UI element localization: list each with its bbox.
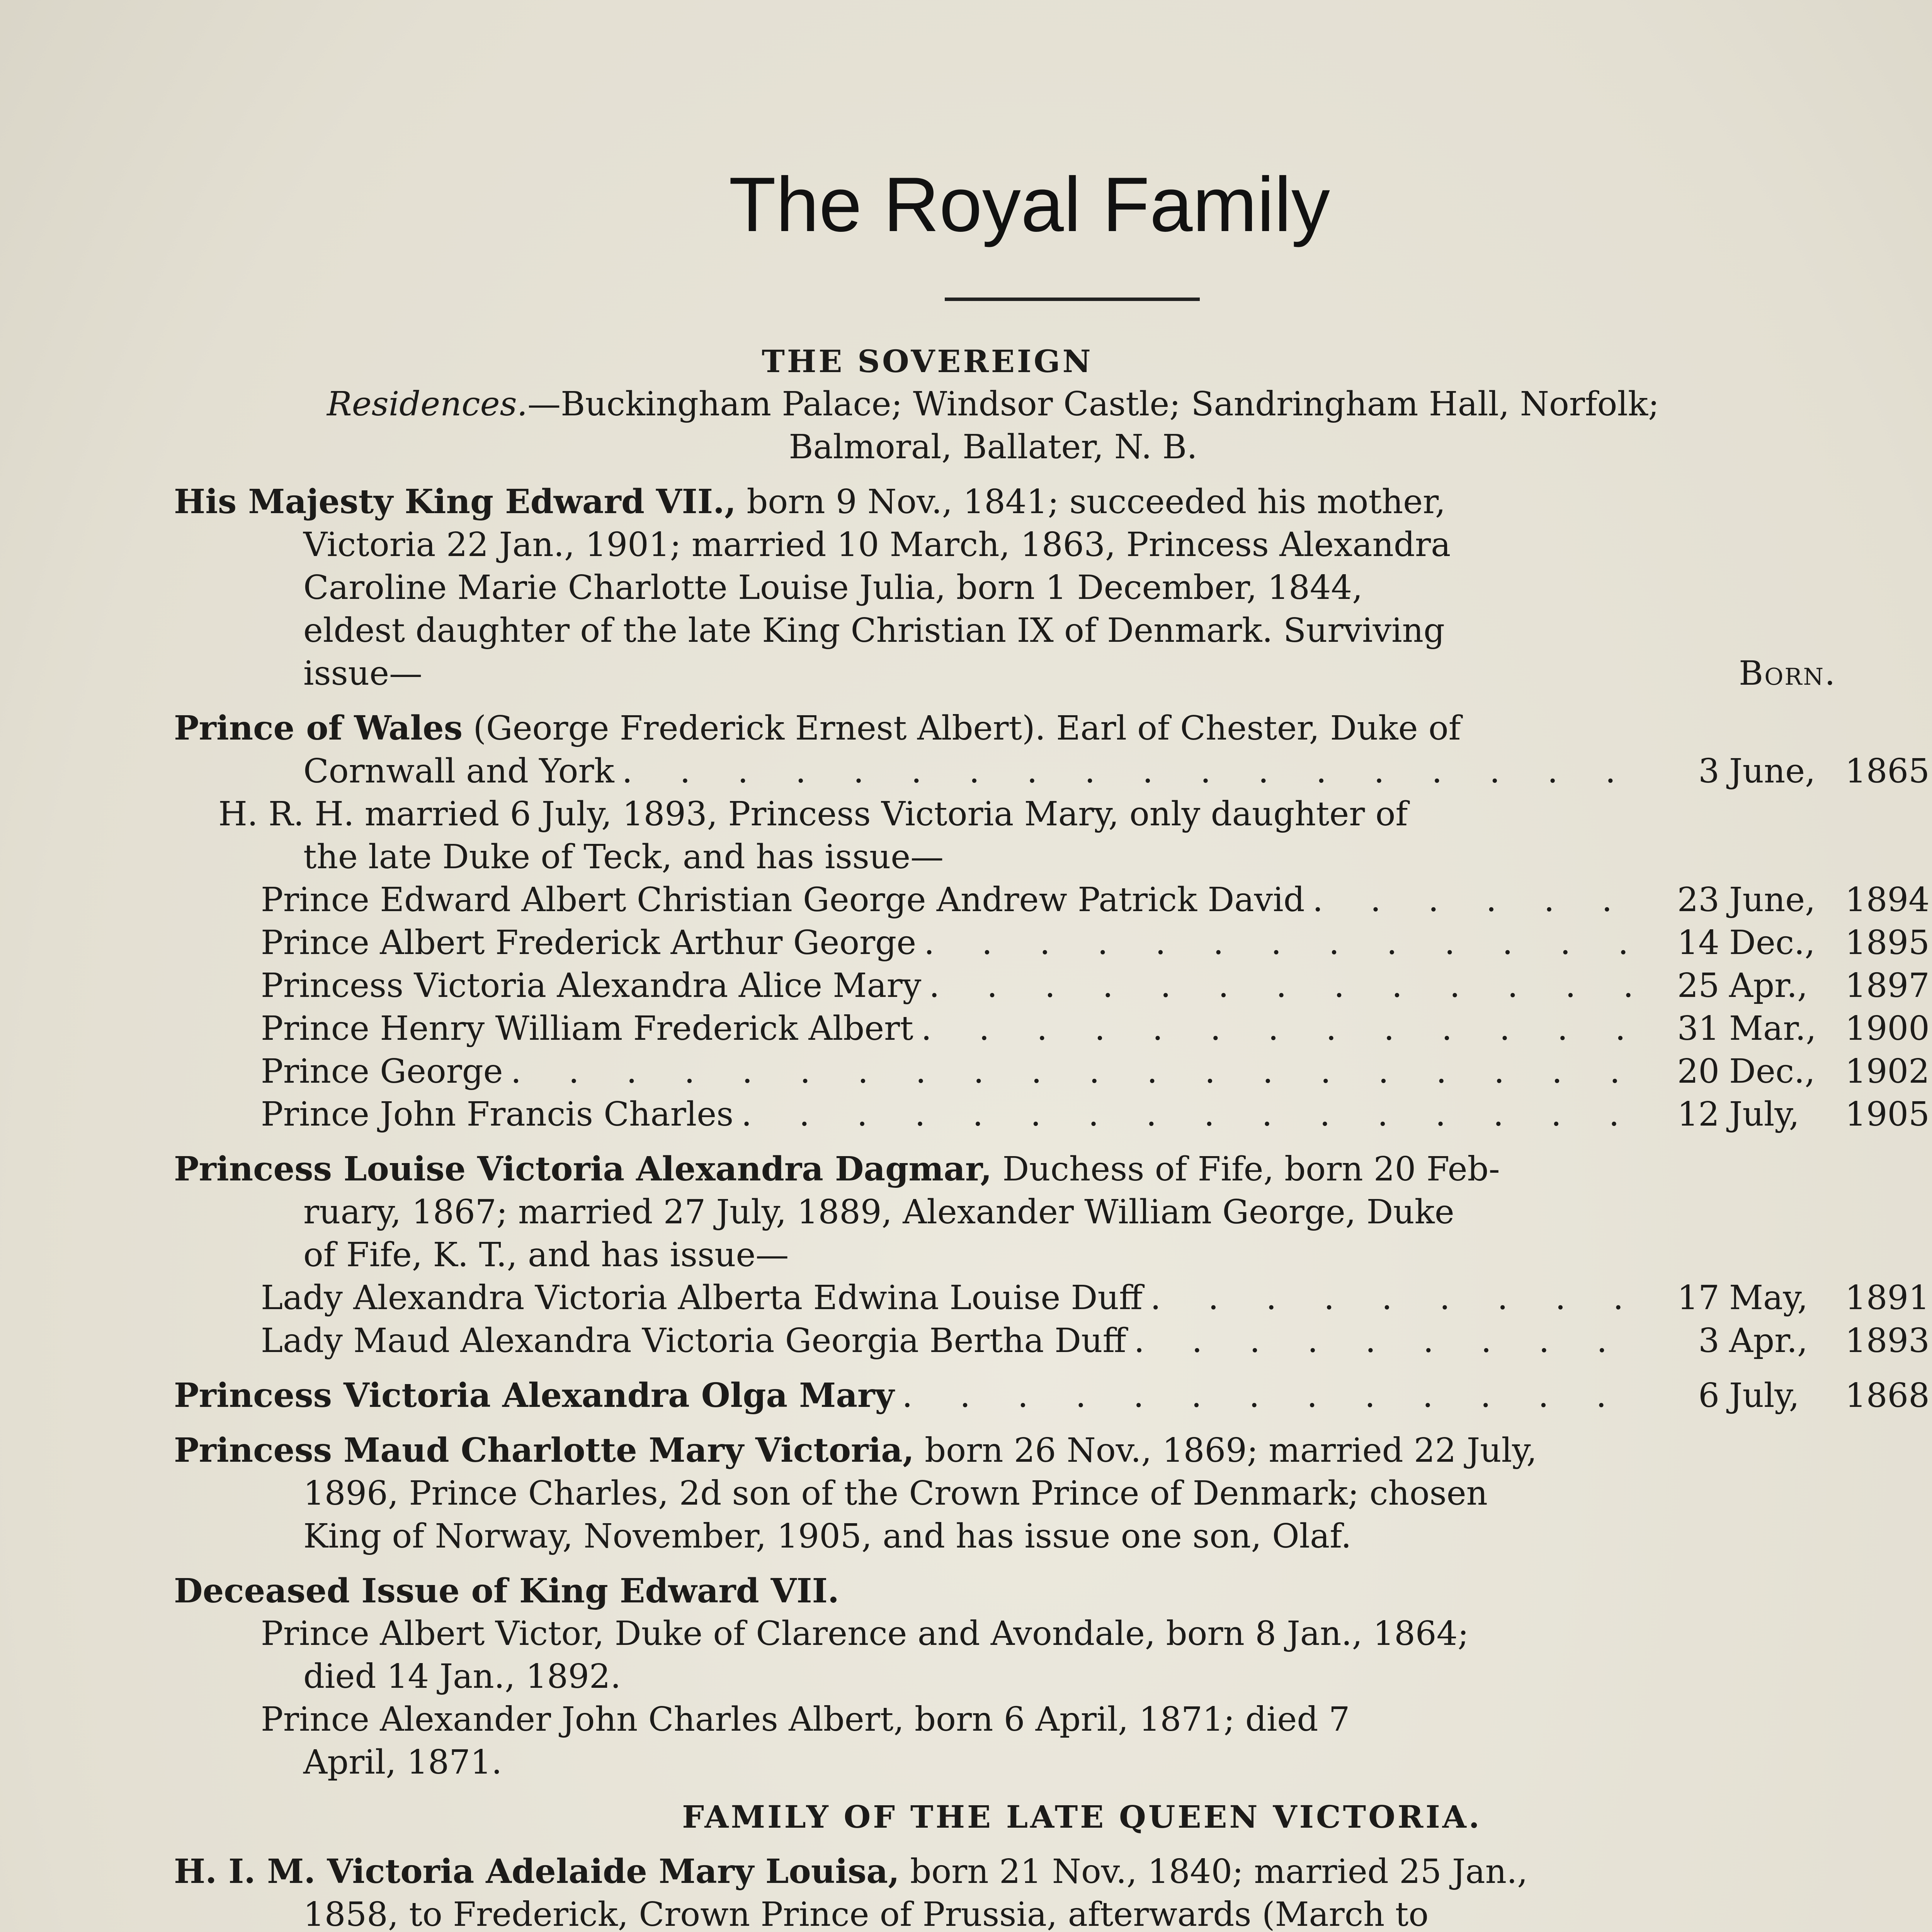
list-item	[174, 879, 1932, 922]
vicky-line-2: 1858, to Frederick, Crown Prince of Prussia, afterwards (March to	[303, 1895, 1429, 1932]
list-item	[174, 1320, 1932, 1362]
birth-day: 20	[1677, 1052, 1719, 1091]
person-name: Prince Albert Frederick Arthur George	[261, 923, 917, 962]
birth-month: Apr.,	[1729, 1321, 1808, 1360]
person-name: Lady Maud Alexandra Victoria Georgia Bertha Duff	[261, 1321, 1126, 1360]
birth-day: 31	[1677, 1009, 1719, 1048]
residences	[174, 383, 1812, 469]
person-name: Lady Alexandra Victoria Alberta Edwina Louise Duff	[261, 1279, 1143, 1317]
birth-year: 1891	[1845, 1279, 1930, 1317]
maud-entry	[174, 1429, 1662, 1558]
dot-leader	[511, 1050, 1654, 1093]
residences-line-1: —Buckingham Palace; Windsor Castle; Sandringham Hall, Norfolk;	[527, 385, 1660, 423]
dot-leader	[1150, 1277, 1654, 1320]
dot-leader	[741, 1093, 1654, 1136]
louise-children-list	[174, 1277, 1932, 1362]
king-name: His Majesty King Edward VII.,	[174, 482, 736, 521]
content	[174, 340, 1932, 1932]
king-line-3: Caroline Marie Charlotte Louise Julia, born 1 December, 1844,	[303, 568, 1363, 607]
list-item	[174, 1277, 1932, 1320]
deceased-2-line-1: Prince Alexander John Charles Albert, born 6 April, 1871; died 7	[261, 1700, 1350, 1739]
louise-line-2: ruary, 1867; married 27 July, 1889, Alexander William George, Duke	[303, 1193, 1454, 1231]
birth-year: 1902	[1845, 1052, 1930, 1091]
title-rule	[945, 298, 1200, 301]
page-title: The Royal Family	[729, 162, 1330, 248]
maud-name: Princess Maud Charlotte Mary Victoria,	[174, 1431, 914, 1470]
birth-month: June,	[1729, 752, 1816, 791]
dot-leader	[1313, 879, 1654, 922]
deceased-heading: Deceased Issue of King Edward VII.	[174, 1571, 839, 1611]
victoria-birth-row	[174, 1374, 1932, 1417]
birth-year: 1893	[1845, 1321, 1930, 1360]
dot-leader	[924, 922, 1654, 964]
residences-line-2: Balmoral, Ballater, N. B.	[789, 428, 1197, 466]
deceased-1-line-2: died 14 Jan., 1892.	[303, 1657, 621, 1696]
victoria-name: Princess Victoria Alexandra Olga Mary	[174, 1376, 895, 1415]
vicky-name: H. I. M. Victoria Adelaide Mary Louisa,	[174, 1852, 900, 1891]
born-column-header: Born.	[1739, 654, 1837, 693]
deceased-entry	[174, 1570, 1662, 1784]
sovereign-heading: THE SOVEREIGN	[762, 343, 1093, 379]
dot-leader	[902, 1374, 1654, 1417]
birth-month: July,	[1729, 1376, 1799, 1415]
wales-birth-row	[174, 750, 1932, 793]
king-line-2: Victoria 22 Jan., 1901; married 10 March, 1863, Princess Alexandra	[303, 526, 1451, 564]
birth-month: May,	[1729, 1279, 1808, 1317]
birth-month: Apr.,	[1729, 966, 1808, 1005]
wales-marriage	[174, 793, 1706, 879]
birth-month: Dec.,	[1729, 1052, 1815, 1091]
louise-entry	[174, 1148, 1662, 1277]
birth-day: 23	[1677, 881, 1719, 919]
list-item	[174, 1007, 1932, 1050]
person-name: Princess Victoria Alexandra Alice Mary	[261, 966, 922, 1005]
person-name: Prince Henry William Frederick Albert	[261, 1009, 913, 1048]
birth-year: 1894	[1845, 881, 1930, 919]
vicky-entry	[174, 1850, 1662, 1932]
louise-name: Princess Louise Victoria Alexandra Dagmar,	[174, 1150, 992, 1189]
wales-name: Prince of Wales	[174, 709, 463, 748]
birth-day: 14	[1677, 923, 1719, 962]
birth-month: Mar.,	[1729, 1009, 1816, 1048]
person-name: Prince Edward Albert Christian George Andrew Patrick David	[261, 881, 1305, 919]
residences-label: Residences.	[327, 385, 528, 423]
list-item	[174, 922, 1932, 964]
king-line-1: born 9 Nov., 1841; succeeded his mother,	[747, 483, 1446, 521]
deceased-1-line-1: Prince Albert Victor, Duke of Clarence and Avondale, born 8 Jan., 1864;	[261, 1614, 1469, 1653]
deceased-2-line-2: April, 1871.	[303, 1743, 502, 1782]
wales-line-2: Cornwall and York	[303, 752, 614, 791]
maud-line-1: born 26 Nov., 1869; married 22 July,	[925, 1431, 1537, 1470]
birth-day: 12	[1677, 1095, 1719, 1134]
louise-line-3: of Fife, K. T., and has issue—	[303, 1236, 789, 1274]
dot-leader	[1134, 1320, 1654, 1362]
person-name: Prince John Francis Charles	[261, 1095, 734, 1134]
birth-month: June,	[1729, 881, 1816, 919]
king-line-5: issue—	[303, 654, 423, 693]
king-line-4: eldest daughter of the late King Christian IX of Denmark. Surviving	[303, 611, 1445, 650]
birth-year: 1868	[1845, 1376, 1930, 1415]
dot-leader	[622, 750, 1654, 793]
birth-day: 3	[1698, 752, 1719, 791]
birth-year: 1897	[1845, 966, 1930, 1005]
birth-year: 1900	[1845, 1009, 1930, 1048]
king-entry	[174, 480, 1662, 652]
birth-day: 17	[1677, 1279, 1719, 1317]
birth-day: 6	[1698, 1376, 1719, 1415]
vicky-line-1: born 21 Nov., 1840; married 25 Jan.,	[910, 1852, 1528, 1891]
maud-line-3: King of Norway, November, 1905, and has issue one son, Olaf.	[303, 1517, 1352, 1556]
maud-line-2: 1896, Prince Charles, 2d son of the Crown Prince of Denmark; chosen	[303, 1474, 1488, 1513]
birth-month: Dec.,	[1729, 923, 1815, 962]
list-item	[174, 1050, 1932, 1093]
person-name: Prince George	[261, 1052, 503, 1091]
list-item	[174, 964, 1932, 1007]
wales-entry	[174, 707, 1662, 750]
dot-leader	[929, 964, 1654, 1007]
wales-marriage-line-2: the late Duke of Teck, and has issue—	[303, 838, 944, 876]
late-queen-heading: FAMILY OF THE LATE QUEEN VICTORIA.	[682, 1799, 1482, 1835]
list-item	[174, 1093, 1932, 1136]
wales-line-1: (George Frederick Ernest Albert). Earl of Chester, Duke of	[473, 709, 1461, 748]
birth-year: 1905	[1845, 1095, 1930, 1134]
birth-year: 1895	[1845, 923, 1930, 962]
louise-line-1: Duchess of Fife, born 20 Feb-	[1002, 1150, 1500, 1189]
wales-marriage-line-1: H. R. H. married 6 July, 1893, Princess Victoria Mary, only daughter of	[218, 795, 1408, 833]
born-header-line	[174, 652, 1932, 695]
birth-day: 25	[1677, 966, 1719, 1005]
wales-children-list	[174, 879, 1932, 1136]
birth-day: 3	[1698, 1321, 1719, 1360]
birth-year: 1865	[1845, 752, 1930, 791]
birth-month: July,	[1729, 1095, 1799, 1134]
dot-leader	[921, 1007, 1654, 1050]
